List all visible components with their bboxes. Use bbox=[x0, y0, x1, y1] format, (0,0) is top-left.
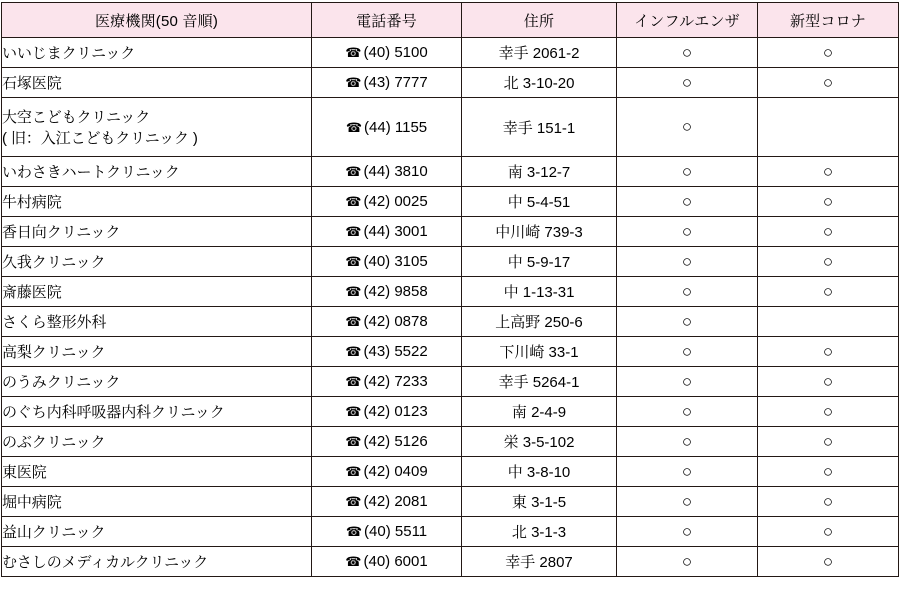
cell-covid-availability bbox=[758, 277, 899, 307]
cell-covid-availability bbox=[758, 427, 899, 457]
cell-influenza-availability bbox=[617, 98, 758, 157]
cell-institution-name bbox=[2, 187, 312, 217]
phone-number-text: (40) 6001 bbox=[363, 553, 428, 570]
telephone-icon: ☎ bbox=[345, 194, 362, 209]
table-row bbox=[2, 187, 899, 217]
cell-influenza-availability bbox=[617, 187, 758, 217]
institution-name-line1: むさしのメディカルクリニック bbox=[2, 554, 209, 571]
telephone-icon: ☎ bbox=[345, 45, 362, 60]
cell-influenza-availability bbox=[617, 487, 758, 517]
cell-influenza-availability bbox=[617, 38, 758, 68]
cell-institution-name bbox=[2, 337, 312, 367]
cell-covid-availability bbox=[758, 157, 899, 187]
cell-institution-name bbox=[2, 38, 312, 68]
circle-mark-icon: ○ bbox=[822, 221, 834, 241]
circle-mark-icon: ○ bbox=[681, 42, 693, 62]
column-header-covid: 新型コロナ bbox=[758, 3, 899, 38]
cell-covid-availability bbox=[758, 487, 899, 517]
telephone-icon: ☎ bbox=[345, 284, 362, 299]
circle-mark-icon: ○ bbox=[681, 371, 693, 391]
cell-institution-name bbox=[2, 277, 312, 307]
cell-phone-number bbox=[312, 547, 462, 577]
cell-covid-availability bbox=[758, 547, 899, 577]
circle-mark-icon: ○ bbox=[822, 521, 834, 541]
telephone-icon: ☎ bbox=[345, 224, 362, 239]
institution-name-line1: 東医院 bbox=[2, 464, 47, 481]
phone-number-text: (40) 5100 bbox=[363, 44, 428, 61]
institution-name-line1: 高梨クリニック bbox=[2, 344, 106, 361]
telephone-icon: ☎ bbox=[345, 554, 362, 569]
cell-phone-number bbox=[312, 187, 462, 217]
circle-mark-icon: ○ bbox=[681, 521, 693, 541]
phone-number-text: (40) 3105 bbox=[363, 253, 428, 270]
cell-covid-availability bbox=[758, 307, 899, 337]
phone-number-text: (42) 0123 bbox=[363, 403, 428, 420]
column-header-institution: 医療機関(50 音順) bbox=[2, 3, 312, 38]
institution-name-line1: 香日向クリニック bbox=[2, 224, 121, 241]
cell-institution-name bbox=[2, 307, 312, 337]
table-row bbox=[2, 547, 899, 577]
cell-phone-number bbox=[312, 98, 462, 157]
cell-phone-number bbox=[312, 487, 462, 517]
cell-influenza-availability bbox=[617, 217, 758, 247]
cell-covid-availability bbox=[758, 98, 899, 157]
cell-phone-number bbox=[312, 217, 462, 247]
cell-influenza-availability bbox=[617, 427, 758, 457]
cell-address: 中 3-8-10 bbox=[462, 457, 617, 487]
column-header-phone: 電話番号 bbox=[312, 3, 462, 38]
phone-number-text: (40) 5511 bbox=[364, 523, 428, 540]
phone-number-text: (44) 3001 bbox=[363, 223, 428, 240]
circle-mark-icon: ○ bbox=[681, 281, 693, 301]
phone-number-text: (42) 0409 bbox=[363, 463, 428, 480]
circle-mark-icon: ○ bbox=[822, 161, 834, 181]
circle-mark-icon: ○ bbox=[822, 251, 834, 271]
cell-covid-availability bbox=[758, 217, 899, 247]
cell-institution-name bbox=[2, 427, 312, 457]
phone-number-text: (42) 0025 bbox=[363, 193, 428, 210]
header-row bbox=[2, 3, 899, 38]
cell-influenza-availability bbox=[617, 337, 758, 367]
table-row bbox=[2, 457, 899, 487]
cell-address: 東 3-1-5 bbox=[462, 487, 617, 517]
institution-name-line1: 益山クリニック bbox=[2, 524, 106, 541]
cell-influenza-availability bbox=[617, 307, 758, 337]
table-row bbox=[2, 68, 899, 98]
cell-phone-number bbox=[312, 427, 462, 457]
cell-phone-number bbox=[312, 457, 462, 487]
cell-influenza-availability bbox=[617, 247, 758, 277]
cell-address: 北 3-10-20 bbox=[462, 68, 617, 98]
cell-address: 北 3-1-3 bbox=[462, 517, 617, 547]
cell-phone-number bbox=[312, 307, 462, 337]
cell-covid-availability bbox=[758, 367, 899, 397]
cell-address: 中 5-4-51 bbox=[462, 187, 617, 217]
circle-mark-icon: ○ bbox=[822, 401, 834, 421]
cell-covid-availability bbox=[758, 457, 899, 487]
circle-mark-icon: ○ bbox=[681, 491, 693, 511]
table-header bbox=[2, 3, 899, 38]
telephone-icon: ☎ bbox=[345, 344, 362, 359]
phone-number-text: (42) 7233 bbox=[363, 373, 428, 390]
telephone-icon: ☎ bbox=[345, 164, 362, 179]
circle-mark-icon: ○ bbox=[822, 551, 834, 571]
institution-name-line1: のうみクリニック bbox=[2, 374, 121, 391]
cell-institution-name bbox=[2, 487, 312, 517]
institution-name-line1: のぐち内科呼吸器内科クリニック bbox=[2, 404, 225, 421]
telephone-icon: ☎ bbox=[345, 524, 363, 539]
table-row bbox=[2, 157, 899, 187]
circle-mark-icon: ○ bbox=[681, 72, 693, 92]
cell-influenza-availability bbox=[617, 547, 758, 577]
institution-name-line2: ( 旧：入江こどもクリニック ) bbox=[2, 130, 198, 147]
table-row bbox=[2, 307, 899, 337]
circle-mark-icon: ○ bbox=[822, 461, 834, 481]
circle-mark-icon: ○ bbox=[681, 221, 693, 241]
telephone-icon: ☎ bbox=[345, 494, 362, 509]
cell-covid-availability bbox=[758, 517, 899, 547]
phone-number-text: (44) 3810 bbox=[363, 163, 428, 180]
phone-number-text: (43) 5522 bbox=[363, 343, 428, 360]
cell-address: 栄 3-5-102 bbox=[462, 427, 617, 457]
institution-name-line1: 久我クリニック bbox=[2, 254, 106, 271]
circle-mark-icon: ○ bbox=[822, 191, 834, 211]
circle-mark-icon: ○ bbox=[681, 431, 693, 451]
table-row bbox=[2, 367, 899, 397]
cell-institution-name bbox=[2, 397, 312, 427]
column-header-influenza: インフルエンザ bbox=[617, 3, 758, 38]
cell-influenza-availability bbox=[617, 457, 758, 487]
cell-address: 幸手 2807 bbox=[462, 547, 617, 577]
cell-address: 中 1-13-31 bbox=[462, 277, 617, 307]
phone-number-text: (42) 0878 bbox=[363, 313, 428, 330]
table-row bbox=[2, 217, 899, 247]
circle-mark-icon: ○ bbox=[822, 341, 834, 361]
cell-institution-name bbox=[2, 547, 312, 577]
table-row bbox=[2, 98, 899, 157]
cell-phone-number bbox=[312, 38, 462, 68]
table-row bbox=[2, 487, 899, 517]
institution-name-line1: いわさきハートクリニック bbox=[2, 164, 180, 181]
circle-mark-icon: ○ bbox=[681, 461, 693, 481]
table-row bbox=[2, 517, 899, 547]
cell-phone-number bbox=[312, 157, 462, 187]
table-row bbox=[2, 277, 899, 307]
institution-name-line1: 堀中病院 bbox=[2, 494, 62, 511]
cell-influenza-availability bbox=[617, 367, 758, 397]
phone-number-text: (44) 1155 bbox=[364, 118, 428, 136]
phone-number-text: (42) 9858 bbox=[363, 283, 428, 300]
cell-influenza-availability bbox=[617, 277, 758, 307]
column-header-address: 住所 bbox=[462, 3, 617, 38]
cell-influenza-availability bbox=[617, 397, 758, 427]
telephone-icon: ☎ bbox=[345, 314, 362, 329]
circle-mark-icon: ○ bbox=[681, 251, 693, 271]
cell-institution-name bbox=[2, 517, 312, 547]
circle-mark-icon: ○ bbox=[822, 371, 834, 391]
institution-name-line1: 大空こどもクリニック bbox=[2, 109, 151, 126]
cell-institution-name bbox=[2, 98, 312, 157]
circle-mark-icon: ○ bbox=[822, 281, 834, 301]
telephone-icon: ☎ bbox=[345, 434, 362, 449]
cell-address: 中 5-9-17 bbox=[462, 247, 617, 277]
cell-covid-availability bbox=[758, 397, 899, 427]
phone-number-text: (43) 7777 bbox=[363, 74, 428, 91]
circle-mark-icon: ○ bbox=[822, 431, 834, 451]
telephone-icon: ☎ bbox=[345, 254, 362, 269]
circle-mark-icon: ○ bbox=[681, 341, 693, 361]
cell-address: 中川崎 739-3 bbox=[462, 217, 617, 247]
cell-covid-availability bbox=[758, 187, 899, 217]
telephone-icon: ☎ bbox=[345, 464, 362, 479]
circle-mark-icon: ○ bbox=[681, 191, 693, 211]
table-body bbox=[2, 38, 899, 577]
cell-address: 下川崎 33-1 bbox=[462, 337, 617, 367]
cell-institution-name bbox=[2, 247, 312, 277]
telephone-icon: ☎ bbox=[345, 374, 362, 389]
circle-mark-icon: ○ bbox=[681, 551, 693, 571]
circle-mark-icon: ○ bbox=[822, 72, 834, 92]
institution-name-line1: いいじまクリニック bbox=[2, 45, 136, 62]
phone-number-text: (42) 5126 bbox=[363, 433, 428, 450]
table-row bbox=[2, 247, 899, 277]
cell-institution-name bbox=[2, 157, 312, 187]
institution-name-line1: 石塚医院 bbox=[2, 75, 62, 92]
cell-phone-number bbox=[312, 367, 462, 397]
circle-mark-icon: ○ bbox=[681, 401, 693, 421]
phone-number-text: (42) 2081 bbox=[363, 493, 428, 510]
cell-influenza-availability bbox=[617, 68, 758, 98]
institution-name-line1: さくら整形外科 bbox=[2, 314, 107, 331]
circle-mark-icon: ○ bbox=[822, 42, 834, 62]
institution-name-line1: のぶクリニック bbox=[2, 434, 106, 451]
cell-institution-name bbox=[2, 457, 312, 487]
cell-phone-number bbox=[312, 517, 462, 547]
cell-phone-number bbox=[312, 247, 462, 277]
cell-influenza-availability bbox=[617, 157, 758, 187]
cell-address: 幸手 5264-1 bbox=[462, 367, 617, 397]
circle-mark-icon: ○ bbox=[681, 311, 693, 331]
cell-institution-name bbox=[2, 367, 312, 397]
cell-address: 上高野 250-6 bbox=[462, 307, 617, 337]
cell-covid-availability bbox=[758, 38, 899, 68]
institution-name-line1: 斎藤医院 bbox=[2, 284, 62, 301]
circle-mark-icon: ○ bbox=[822, 491, 834, 511]
cell-covid-availability bbox=[758, 337, 899, 367]
cell-address: 幸手 2061-2 bbox=[462, 38, 617, 68]
telephone-icon: ☎ bbox=[345, 404, 362, 419]
table-row bbox=[2, 427, 899, 457]
medical-institutions-table bbox=[1, 2, 899, 577]
cell-address: 幸手 151-1 bbox=[462, 98, 617, 157]
institution-name-line1: 牛村病院 bbox=[2, 194, 62, 211]
cell-address: 南 3-12-7 bbox=[462, 157, 617, 187]
table-row bbox=[2, 397, 899, 427]
circle-mark-icon: ○ bbox=[681, 161, 693, 181]
cell-institution-name bbox=[2, 68, 312, 98]
cell-phone-number bbox=[312, 277, 462, 307]
table-row bbox=[2, 337, 899, 367]
circle-mark-icon: ○ bbox=[681, 117, 693, 136]
cell-phone-number bbox=[312, 68, 462, 98]
telephone-icon: ☎ bbox=[345, 75, 362, 90]
cell-covid-availability bbox=[758, 68, 899, 98]
table-row bbox=[2, 38, 899, 68]
cell-phone-number bbox=[312, 337, 462, 367]
cell-phone-number bbox=[312, 397, 462, 427]
cell-institution-name bbox=[2, 217, 312, 247]
cell-influenza-availability bbox=[617, 517, 758, 547]
telephone-icon: ☎ bbox=[345, 119, 363, 135]
cell-address: 南 2-4-9 bbox=[462, 397, 617, 427]
cell-covid-availability bbox=[758, 247, 899, 277]
